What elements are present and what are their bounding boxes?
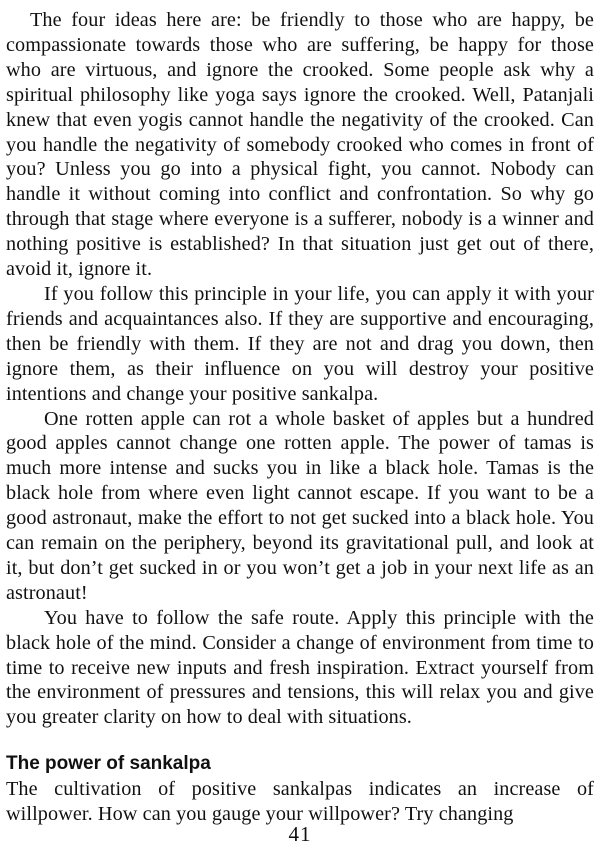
page-content [6,8,594,827]
paragraph-sankalpa-intro: The cultivation of positive sankalpas indicates an increase of willpower. How can you gauge your willpower? Try changing [6,778,594,826]
paragraph-rotten-apple: One rotten apple can rot a whole basket of apples but a hundred good apples cannot change one rotten apple. The power of tamas is much more intense and sucks you in like a black hole. Tamas is the black hole from where even light cannot escape. If you want to be a good astronaut, make the effort to not get sucked into a black hole. You can remain on the periphery, beyond its gravitational pull, and look at it, but don’t get sucked in or you won’t get a job in your next life as an astronaut! [6,407,594,604]
paragraph-safe-route: You have to follow the safe route. Apply this principle with the black hole of the mind. Consider a change of environment from time to time to receive new inputs and fresh inspiration. Extract yourself from the environment of pressures and tensions, this will relax you and give you greater clarity on how to deal with situations. [6,606,594,729]
paragraph-friends-and-acquaintances: If you follow this principle in your life, you can apply it with your friends and acquaintances also. If they are supportive and encouraging, then be friendly with them. If they are not and drag you down, then ignore them, as their influence on you will destroy your positive intentions and change your positive sankalpa. [6,282,594,405]
page-number: 41 [288,822,312,846]
paragraph-ignore-the-crooked: The four ideas here are: be friendly to those who are happy, be compassionate towards those who are suffering, be happy for those who are virtuous, and ignore the crooked. Some people ask why a spiritual philosophy like yoga says ignore the crooked. Well, Patanjali knew that even yogis cannot handle the negativity of the crooked. Can you handle the negativity of somebody crooked who comes in front of you? Unless you go into a physical fight, you cannot. Nobody can handle it without coming into conflict and confrontation. So why go through that stage where everyone is a sufferer, nobody is a winner and nothing positive is established? In that situation just get out of there, avoid it, ignore it. [6,9,594,281]
section-heading: The power of sankalpa [6,753,211,775]
